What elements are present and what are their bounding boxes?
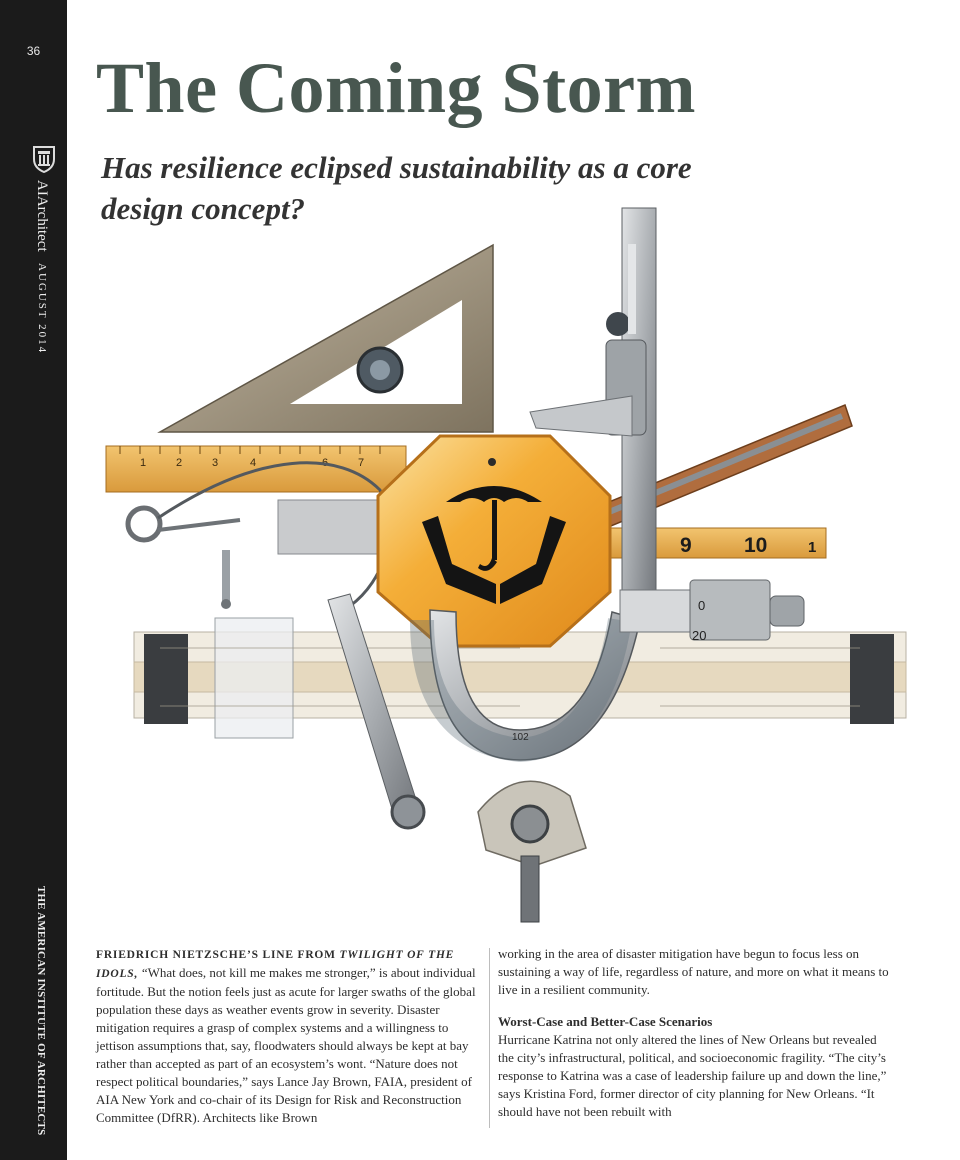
- body-text: Hurricane Katrina not only altered the lines of New Orleans but revealed the city’s infrastructural, political, and socioeconomic fragility. “The city’s response to Katrina was a case of leadership failure up and down the line,” says Kristina Ford, former director of city planning for New Orleans. “It should have not been rebuilt with: [498, 1032, 887, 1119]
- ruler-number: 6: [322, 457, 329, 469]
- metal-scale-plate: [278, 500, 380, 554]
- gauge-number: 102: [512, 732, 529, 743]
- article-column-right: [498, 945, 890, 1121]
- tape-number: 10: [744, 534, 768, 557]
- institute-name: THE AMERICAN INSTITUTE OF ARCHITECTS: [35, 886, 47, 1136]
- article-title: The Coming Storm: [96, 48, 696, 128]
- drafting-tools-illustration: [100, 200, 920, 940]
- fragile-warning-sign: [378, 436, 610, 646]
- lead-in-caps: FRIEDRICH NIETZSCHE’S LINE FROM: [96, 949, 340, 961]
- body-text: working in the area of disaster mitigation have begun to focus less on sustaining a way of life, regardless of nature, and more on what it means to live in a resilient community.: [498, 946, 889, 997]
- tape-number: 1: [808, 539, 817, 556]
- article-column-left: [96, 945, 482, 1127]
- body-text: “What does, not kill me makes me stronger,” is about individual fortitude. But the notion feels just as acute for larger swaths of the global population these days as weather events grow in severity. Disaster mitigation requires a grasp of complex systems and a willingness to jettison assumptions that, say, floodwaters should always be kept at bay rather than accepted as part of an ecosystem’s wont. “Nature does not respect political boundaries,” says Lance Jay Brown, FAIA, president of AIA New York and co-chair of its Design for Risk and Reconstruction Committee (DfRR). Architects like Brown: [96, 965, 476, 1125]
- micrometer-number: 20: [692, 628, 707, 643]
- column-divider: [489, 948, 490, 1128]
- tape-number: 9: [680, 534, 692, 557]
- micrometer-number: 0: [698, 598, 706, 613]
- magazine-masthead: [33, 180, 50, 355]
- set-square-triangle: [160, 245, 493, 432]
- sidebar: [0, 0, 67, 1160]
- article-subtitle: Has resilience eclipsed sustainability as a core design concept?: [101, 150, 692, 226]
- book-title: TWILIGHT OF THE IDOLS,: [96, 949, 455, 980]
- ruler-number: 2: [176, 457, 183, 469]
- section-subhead: Worst-Case and Better-Case Scenarios: [498, 1014, 713, 1029]
- ruler-number: 1: [140, 457, 147, 469]
- aia-seal-icon: [31, 143, 57, 173]
- magazine-name: AIArchitect: [34, 180, 50, 252]
- issue-date: AUGUST 2014: [36, 263, 48, 355]
- ruler-number: 4: [250, 457, 257, 469]
- clamp-mechanism: [478, 781, 586, 922]
- ruler-number: 7: [358, 457, 365, 469]
- page-number: 36: [26, 44, 41, 58]
- ruler-number: 3: [212, 457, 219, 469]
